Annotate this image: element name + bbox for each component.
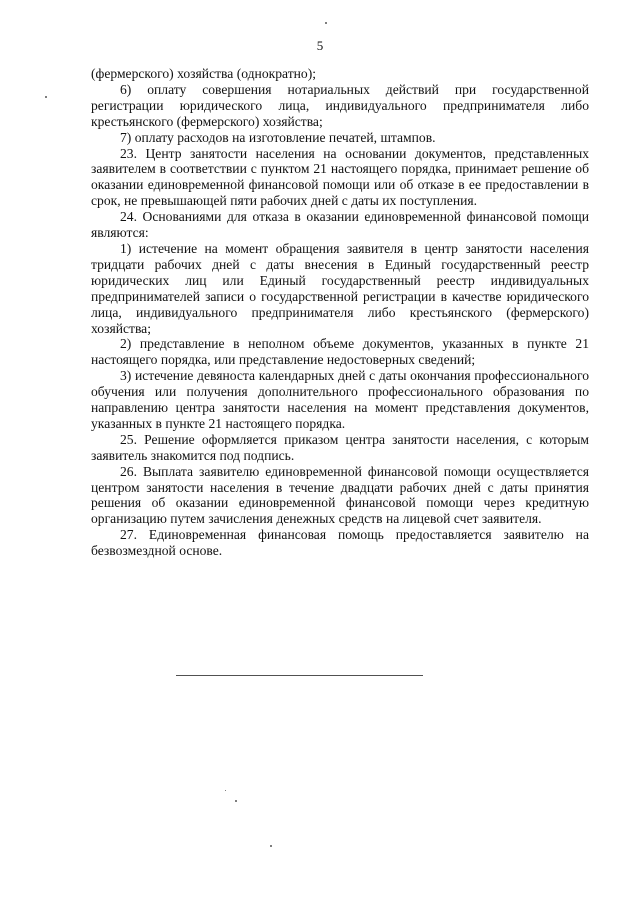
scan-speck [325,22,327,24]
closing-divider-line [176,675,423,676]
document-body [91,66,589,559]
paragraph-clause-25: 25. Решение оформляется приказом центра занятости населения, с которым заявитель знакомится под подпись. [91,431,589,463]
paragraph-refusal-3: 3) истечение девяноста календарных дней с даты окончания профессионального обучения или получения дополнительного профессионального образования по направлению центра занятости населения на момент представления документов, указанных в пункте 21 настоящего порядка. [91,368,589,431]
paragraph-continuation: (фермерского) хозяйства (однократно); [91,66,317,81]
paragraph-refusal-1: 1) истечение на момент обращения заявителя в центр занятости населения тридцати рабочих дней с даты внесения в Единый государственный реестр юридических лиц или Единый государственный реестр индивидуальных предпринимателей записи о государственной регистрации в качестве юридического лица, индивидуального предпринимателя либо крестьянского (фермерского) хозяйства; [91,240,589,336]
scan-speck [270,845,272,847]
paragraph-item-6: 6) оплату совершения нотариальных действий при государственной регистрации юридического лица, индивидуального предпринимателя либо крестьянского (фермерского) хозяйства; [91,81,589,129]
paragraph-item-7: 7) оплату расходов на изготовление печатей, штампов. [120,129,436,145]
scan-speck [45,96,47,98]
scan-speck [235,800,237,802]
scan-speck [225,790,226,791]
paragraph-refusal-2: 2) представление в неполном объеме документов, указанных в пункте 21 настоящего порядка, или представление недостоверных сведений; [91,336,589,368]
page-number: 5 [316,38,324,53]
paragraph-clause-24: 24. Основаниями для отказа в оказании единовременной финансовой помощи являются: [91,209,589,241]
paragraph-clause-27: 27. Единовременная финансовая помощь предоставляется заявителю на безвозмездной основе. [91,527,589,559]
paragraph-clause-26: 26. Выплата заявителю единовременной финансовой помощи осуществляется центром занятости населения в течение двадцати рабочих дней с даты принятия решения об оказании единовременной финансовой помощи через кредитную организацию путем зачисления денежных средств на лицевой счет заявителя. [91,463,589,527]
paragraph-clause-23: 23. Центр занятости населения на основании документов, представленных заявителем в соответствии с пунктом 21 настоящего порядка, принимает решение об оказании единовременной финансовой помощи или об отказе в ее предоставлении в срок, не превышающей пяти рабочих дней с даты их поступления. [91,145,589,209]
